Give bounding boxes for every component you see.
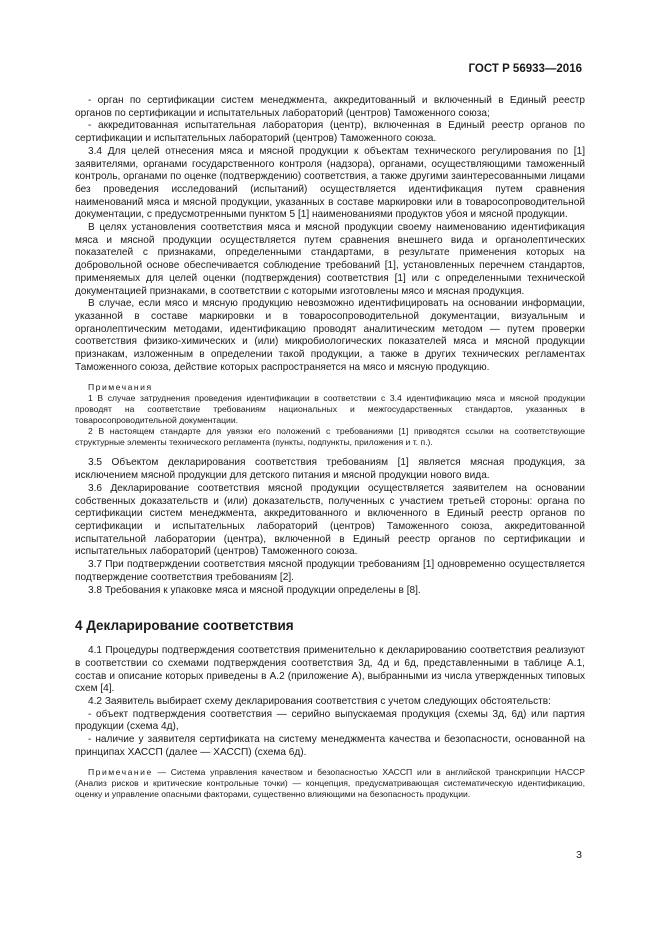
paragraph-3-7: 3.7 При подтверждении соответствия мясной продукции требованиям [1] одновременно осуществляется подтверждение соответствия требованиям [2]. bbox=[75, 559, 585, 583]
note-label: Примечание bbox=[88, 766, 153, 777]
paragraph-4-2: 4.2 Заявитель выбирает схему декларирования соответствия с учетом следующих обстоятельств: bbox=[88, 696, 551, 708]
section-4-note bbox=[75, 767, 585, 800]
note-text: — Система управления качеством и безопасностью ХАССП или в английской транскрипции HACCP (Анализ рисков и критические контрольные точки) — концепция, предусматривающая систематическую идентификацию, оценку и управление опасными факторами, существенно влияющими на безопасность продукции. bbox=[75, 766, 585, 799]
note-item: 1 В случае затруднения проведения идентификации в соответствии с 3.4 идентификацию мяса и мясной продукции проводят на соответствие требованиям национальных и межгосударственных стандартов, указанных в товаросопроводительной документации. bbox=[75, 393, 585, 426]
paragraph-4-1: 4.1 Процедуры подтверждения соответствия применительно к декларированию соответствия реализуют в соответствии со схемами подтверждения соответствия 3д, 4д и 6д, представленными в таблице А.1, состав и описание которых приведены в А.2 (приложение А), выбранными из числа утвержденных типовых схем [4]. bbox=[75, 645, 585, 695]
paragraph: - аккредитованная испытательная лаборатория (центр), включенная в Единый реестр органов по сертификации и испытательных лабораторий (центров) Таможенного союза. bbox=[75, 120, 585, 145]
paragraph: В случае, если мясо и мясную продукцию невозможно идентифицировать на основании информации, указанной в составе маркировки и в товаросопроводительной документации, визуальным и органолептическим методами, идентификацию проводят аналитическим методом — путем проверки соответствия физико-химических и (или) микробиологических показателей мяса и мясной продукции признакам, изложенным в определении такой продукции, а также в других технических регламентах Таможенного союза, действие которых распространяется на мясо и мясную продукцию. bbox=[75, 298, 585, 373]
list-item: - наличие у заявителя сертификата на систему менеджмента качества и безопасности, основанной на принципах ХАССП (далее — ХАССП) (схема 6д). bbox=[75, 734, 585, 758]
list-item: - объект подтверждения соответствия — серийно выпускаемая продукция (схемы 3д, 6д) или партия продукции (схема 4д), bbox=[75, 708, 585, 733]
paragraph-3-4: 3.4 Для целей отнесения мяса и мясной продукции к объектам технического регулирования по [1] заявителями, органами государственного контроля (надзора), органами, осуществляющими таможенный контроль, органами по оценке (подтверждению) соответствия, а также другими заинтересованными лицами без проведения исследований (испытаний) осуществляется идентификация путем сравнения наименований мяса и мясной продукции, указанных в составе маркировки или в товаросопроводительной документации, с предусмотренными пунктом 5 [1] наименованиями продуктов убоя и мясной продукции. bbox=[75, 145, 585, 221]
document-code-header: ГОСТ Р 56933—2016 bbox=[468, 63, 582, 75]
note-item: 2 В настоящем стандарте для увязки его положений с требованиями [1] приводятся ссылки на соответствующие структурные элементы технического регламента (пункты, подпункты, приложения и т. п.). bbox=[75, 426, 585, 448]
section-4-title: 4 Декларирование соответствия bbox=[75, 618, 294, 634]
paragraph: - орган по сертификации систем менеджмента, аккредитованный и включенный в Единый реестр органов по сертификации и испытательных лабораторий (центров) Таможенного союза; bbox=[75, 95, 585, 119]
notes-heading: Примечания bbox=[88, 382, 153, 393]
paragraph-3-6: 3.6 Декларирование соответствия мясной продукции осуществляется заявителем на основании собственных доказательств и (или) доказательств, полученных с участием третьей стороны: органа по сертификации систем менеджмента, аккредитованного и включенного в Единый реестр органов по сертификации и испытательных лабораторий (центров) Таможенного союза, аккредитованной испытательной лаборатории (центра), включенной в Единый реестр органов по сертификации и испытательных лабораторий (центров) Таможенного союза. bbox=[75, 482, 585, 558]
page-number: 3 bbox=[576, 849, 582, 861]
page-content bbox=[75, 95, 585, 800]
paragraph: В целях установления соответствия мяса и мясной продукции своему наименованию идентификация мяса и мясной продукции осуществляется путем сравнения внешнего вида и органолептических показателей с признаками, определенными стандартами, в результате применения которых на добровольной основе обеспечивается соблюдение требований [1], установленных перечнем стандартов, применяемых для целей оценки (подтверждения) соответствия [1] или с определенными технической документацией признаками, в соответствии с которыми изготовлены мясо и мясная продукция. bbox=[75, 222, 585, 297]
paragraph-3-5: 3.5 Объектом декларирования соответствия требованиям [1] является мясная продукция, за исключением мясной продукции для детского питания и мясной продукции нового вида. bbox=[75, 457, 585, 482]
paragraph-3-8: 3.8 Требования к упаковке мяса и мясной продукции определены в [8]. bbox=[88, 584, 421, 596]
